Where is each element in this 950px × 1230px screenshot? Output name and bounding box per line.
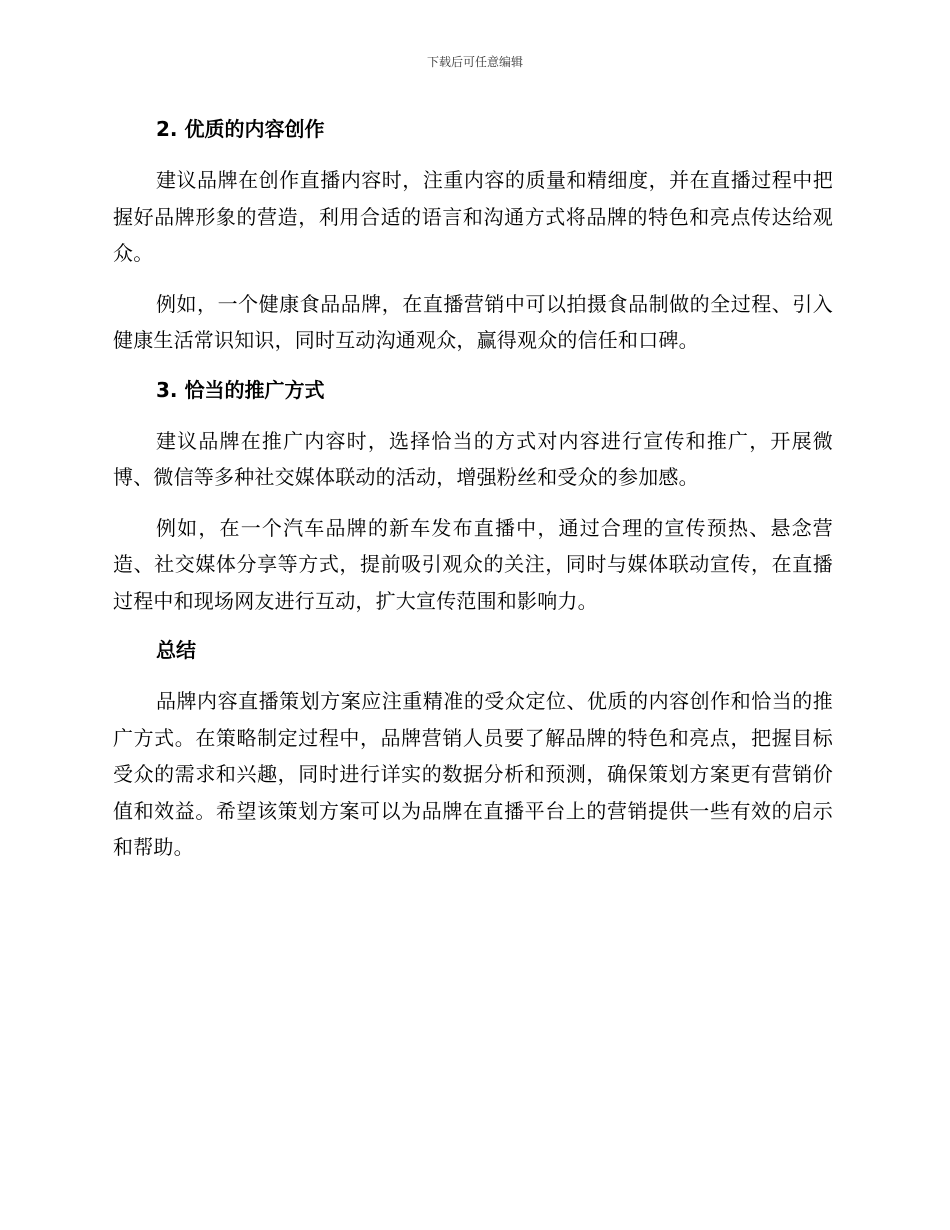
- paragraph-content-creation-advice: 建议品牌在创作直播内容时，注重内容的质量和精细度，并在直播过程中把握好品牌形象的营造，利用合适的语言和沟通方式将品牌的特色和亮点传达给观众。: [113, 168, 833, 265]
- section-heading-content-creation: 2. 优质的内容创作: [156, 117, 325, 141]
- page-header-note: 下载后可任意编辑: [426, 55, 523, 69]
- paragraph-content-creation-example: 例如，一个健康食品品牌，在直播营销中可以拍摄食品制做的全过程、引入健康生活常识知识，同时互动沟通观众，赢得观众的信任和口碑。: [113, 291, 833, 352]
- paragraph-promotion-example: 例如，在一个汽车品牌的新车发布直播中，通过合理的宣传预热、悬念营造、社交媒体分享等方式，提前吸引观众的关注，同时与媒体联动宣传，在直播过程中和现场网友进行互动，扩大宣传范围和影响力。: [113, 515, 833, 613]
- section-heading-summary: 总结: [156, 638, 196, 662]
- paragraph-promotion-advice: 建议品牌在推广内容时，选择恰当的方式对内容进行宣传和推广，开展微博、微信等多种社交媒体联动的活动，增强粉丝和受众的参加感。: [113, 428, 833, 489]
- paragraph-summary: 品牌内容直播策划方案应注重精准的受众定位、优质的内容创作和恰当的推广方式。在策略制定过程中，品牌营销人员要了解品牌的特色和亮点，把握目标受众的需求和兴趣，同时进行详实的数据分析和预测，确保策划方案更有营销价值和效益。希望该策划方案可以为品牌在直播平台上的营销提供一些有效的启示和帮助。: [113, 689, 833, 859]
- section-heading-promotion: 3. 恰当的推广方式: [156, 377, 325, 402]
- document-body: [113, 112, 833, 880]
